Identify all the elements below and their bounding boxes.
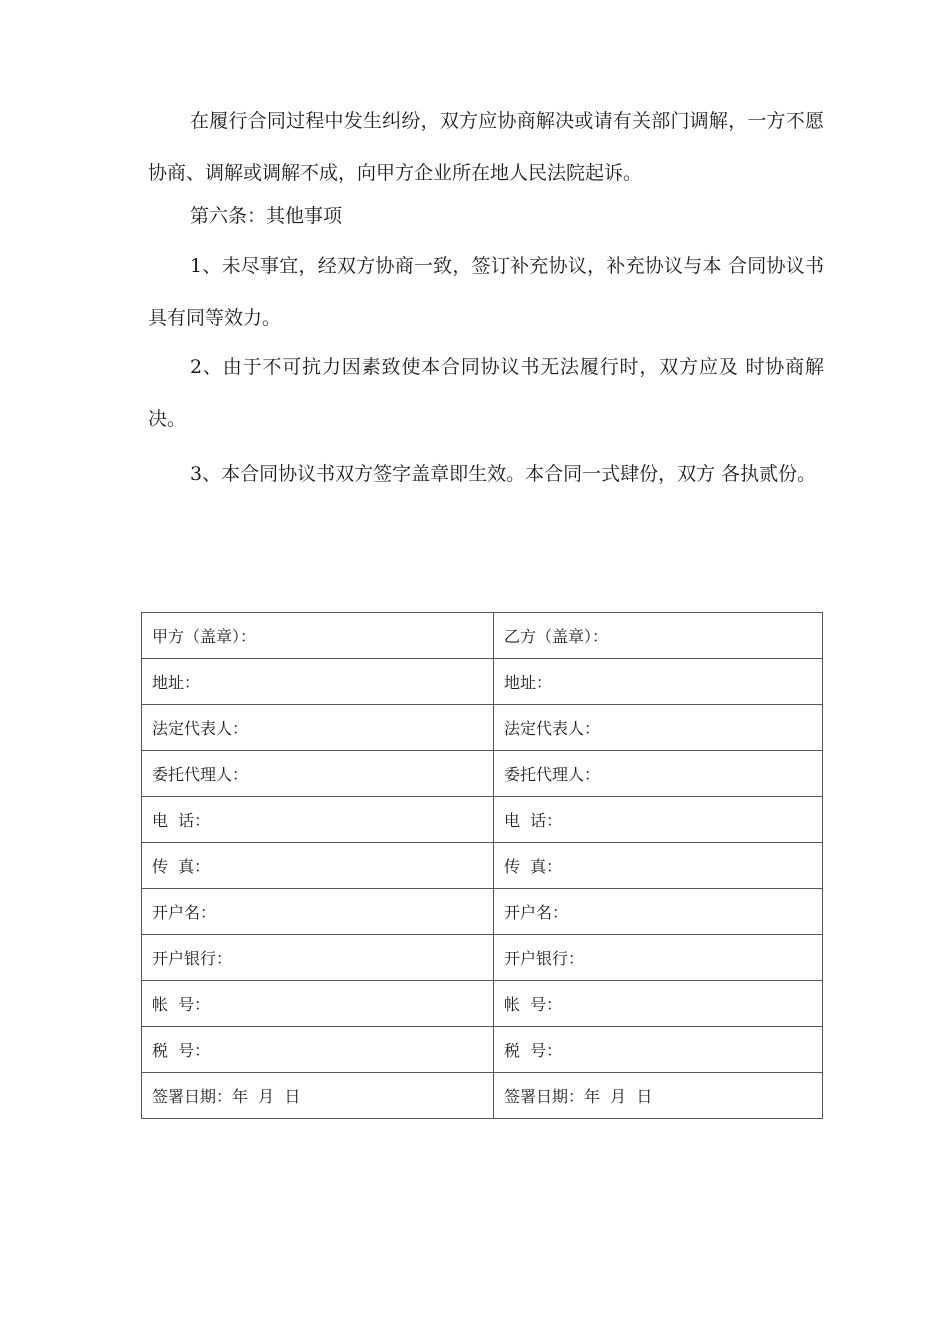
party-b-fax-cell: 传 真： (494, 843, 823, 889)
table-row (142, 935, 823, 981)
party-a-bank-cell: 开户银行： (142, 935, 494, 981)
party-b-agent-cell: 委托代理人： (494, 751, 823, 797)
table-row (142, 613, 823, 659)
party-b-seal-cell: 乙方（盖章）： (494, 613, 823, 659)
table-row (142, 889, 823, 935)
party-b-bank-cell: 开户银行： (494, 935, 823, 981)
clause-3-paragraph: 3、本合同协议书双方签字盖章即生效。本合同一式肆份，双方 各执贰份。 (190, 463, 817, 485)
party-a-seal-cell: 甲方（盖章）： (142, 613, 494, 659)
party-a-sign-date-cell: 签署日期：年 月 日 (142, 1073, 494, 1119)
table-row (142, 1027, 823, 1073)
party-b-account-number-cell: 帐 号： (494, 981, 823, 1027)
dispute-resolution-paragraph: 在履行合同过程中发生纠纷，双方应协商解决或请有关部门调解，一方不愿协商、调解或调解不成，向甲方企业所在地人民法院起诉。 (148, 110, 824, 184)
table-row (142, 705, 823, 751)
party-b-sign-date-cell: 签署日期：年 月 日 (494, 1073, 823, 1119)
table-row (142, 981, 823, 1027)
party-b-account-name-cell: 开户名： (494, 889, 823, 935)
clause-1-paragraph: 1、未尽事宜，经双方协商一致，签订补充协议，补充协议与本 合同协议书具有同等效力。 (148, 255, 824, 329)
party-a-account-number-cell: 帐 号： (142, 981, 494, 1027)
party-a-tax-id-cell: 税 号： (142, 1027, 494, 1073)
party-a-address-cell: 地址： (142, 659, 494, 705)
party-b-address-cell: 地址： (494, 659, 823, 705)
table-row (142, 797, 823, 843)
party-b-phone-cell: 电 话： (494, 797, 823, 843)
clause-2-paragraph: 2、由于不可抗力因素致使本合同协议书无法履行时，双方应及 时协商解决。 (148, 356, 824, 430)
table-row (142, 751, 823, 797)
party-a-account-name-cell: 开户名： (142, 889, 494, 935)
table-row (142, 1073, 823, 1119)
party-a-legal-rep-cell: 法定代表人： (142, 705, 494, 751)
table-row (142, 659, 823, 705)
party-b-tax-id-cell: 税 号： (494, 1027, 823, 1073)
party-b-legal-rep-cell: 法定代表人： (494, 705, 823, 751)
article-six-heading: 第六条：其他事项 (190, 205, 343, 227)
party-a-fax-cell: 传 真： (142, 843, 494, 889)
party-a-agent-cell: 委托代理人： (142, 751, 494, 797)
table-row (142, 843, 823, 889)
party-a-phone-cell: 电 话： (142, 797, 494, 843)
signature-table (141, 612, 823, 1119)
